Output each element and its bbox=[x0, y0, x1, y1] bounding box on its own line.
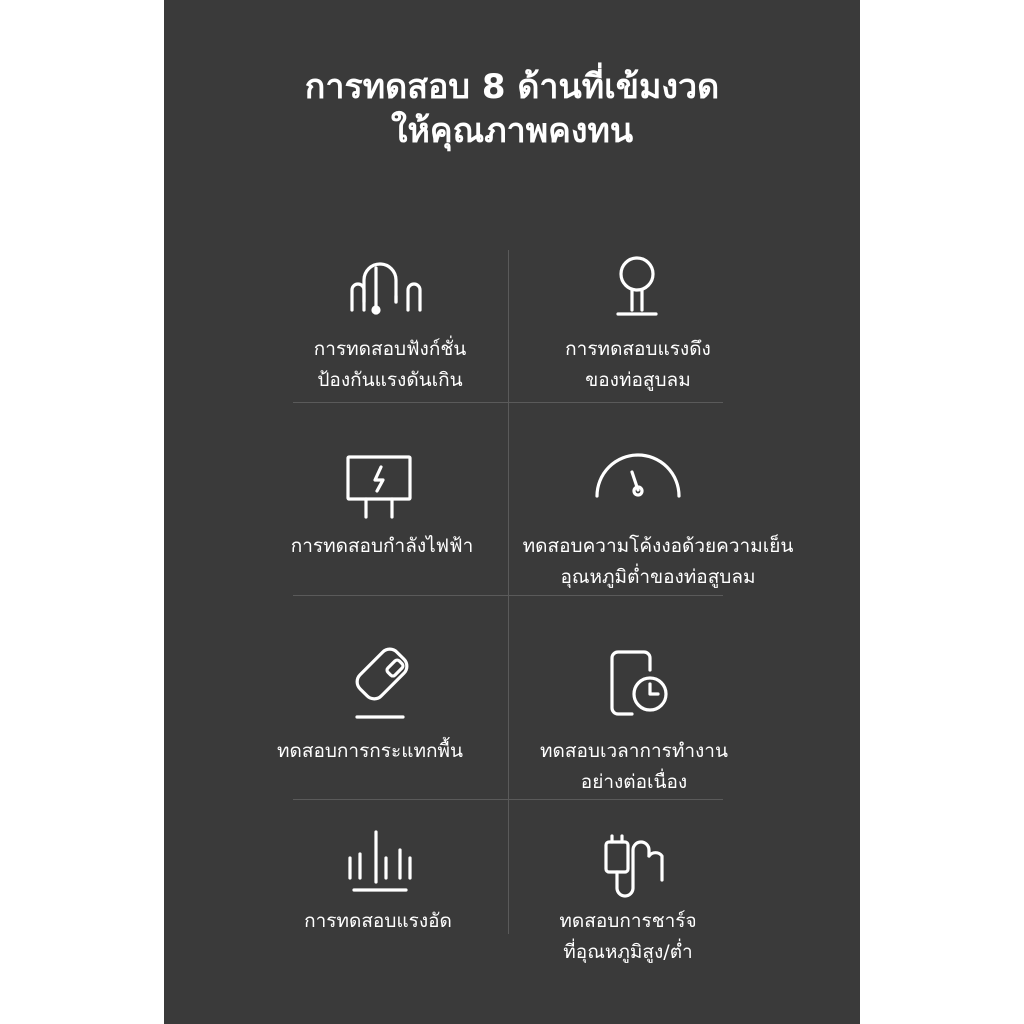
grid-horizontal-divider bbox=[293, 595, 723, 596]
grid-horizontal-divider bbox=[293, 402, 723, 403]
page-title: การทดสอบ 8 ด้านที่เข้มงวด bbox=[304, 67, 720, 107]
grid-horizontal-divider bbox=[293, 799, 723, 800]
gauge-icon bbox=[593, 452, 683, 502]
power-icon bbox=[346, 455, 412, 519]
tensile-icon bbox=[612, 256, 662, 318]
compression-icon bbox=[346, 828, 416, 892]
test-label: ทดสอบการชาร์จ ที่อุณหภูมิสูง/ต่ำ bbox=[559, 910, 697, 963]
test-label: การทดสอบกำลังไฟฟ้า bbox=[290, 535, 474, 557]
test-label: การทดสอบฟังก์ชั่น ป้องกันแรงดันเกิน bbox=[313, 338, 467, 391]
test-label: ทดสอบการกระแทกพื้น bbox=[276, 740, 463, 762]
surge-protection-icon bbox=[348, 258, 426, 318]
test-label: การทดสอบแรงอัด bbox=[304, 910, 452, 932]
background-panel bbox=[164, 0, 860, 1024]
drop-icon bbox=[343, 645, 423, 721]
page-subtitle: ให้คุณภาพคงทน bbox=[390, 111, 634, 151]
test-label: ทดสอบความโค้งงอด้วยความเย็น อุณหภูมิต่ำของท่อสูบลม bbox=[522, 535, 794, 588]
charging-icon bbox=[604, 832, 666, 898]
test-label: ทดสอบเวลาการทำงาน อย่างต่อเนื่อง bbox=[540, 740, 728, 793]
test-label: การทดสอบแรงดึง ของท่อสูบลม bbox=[565, 338, 711, 391]
timer-icon bbox=[610, 650, 670, 718]
